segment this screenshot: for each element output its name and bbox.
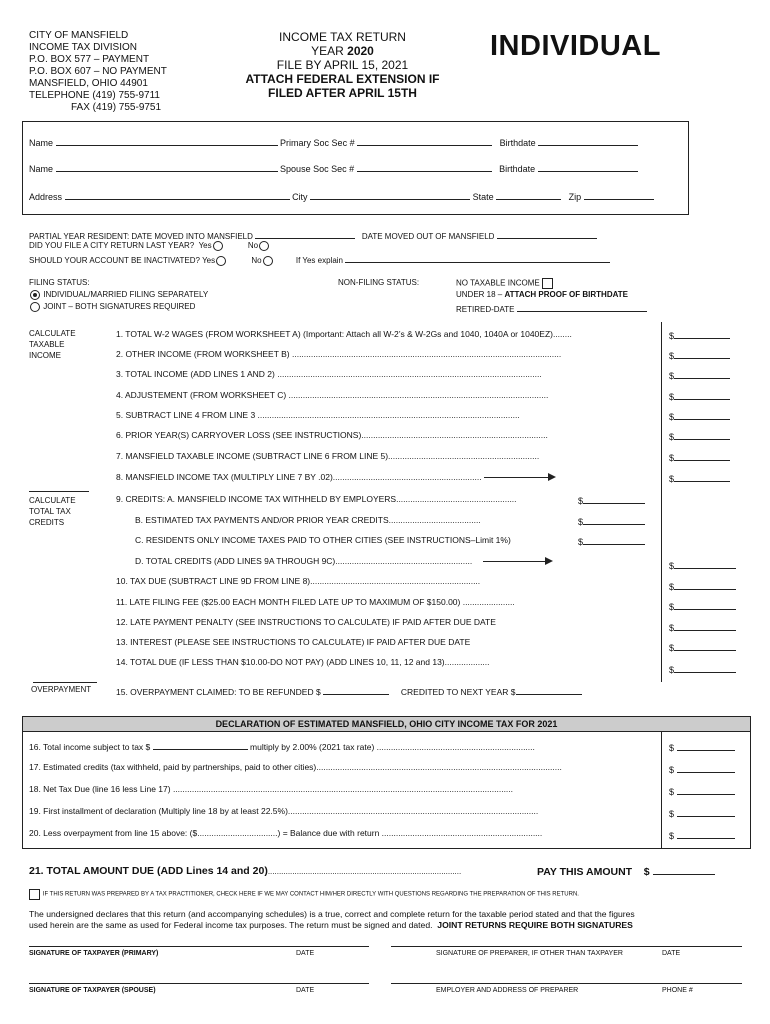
attestation: The undersigned declares that this return (and accompanying schedules) is a true, correct and complete return for the taxable period stated and that the figures used herein are the same as used for Federal income tax purposes. The return must be signed and dated. JOINT RETURNS REQUIRE BOTH SIGNATURES xyxy=(29,909,635,930)
line-8-amount[interactable]: $ xyxy=(669,472,730,484)
zip-input[interactable] xyxy=(584,190,654,200)
line-17-label: 17. Estimated credits (tax withheld, paid by partnerships, paid to other cities)........................................................................................................ xyxy=(29,762,562,772)
line-8-label: 8. MANSFIELD INCOME TAX (MULTIPLY LINE 7 BY .02)............................................................... xyxy=(116,472,554,482)
date-label: DATE xyxy=(662,950,681,957)
extension-note: ATTACH FEDERAL EXTENSION IF xyxy=(245,72,440,86)
form-title: INCOME TAX RETURN xyxy=(279,30,406,44)
line-16-amount[interactable]: $ xyxy=(669,741,735,753)
overpayment-label: OVERPAYMENT xyxy=(31,685,92,694)
agency-address xyxy=(29,30,167,114)
line-12-amount[interactable]: $ xyxy=(669,621,736,633)
line-13-amount[interactable]: $ xyxy=(669,641,736,653)
line-18-amount[interactable]: $ xyxy=(669,785,735,797)
line-1-amount[interactable]: $ xyxy=(669,329,730,341)
tax-year: YEAR 2020 xyxy=(311,44,374,58)
address-line: P.O. BOX 577 – PAYMENT xyxy=(29,54,150,65)
filing-status-label: FILING STATUS: xyxy=(29,278,90,287)
spouse-row: Name Spouse Soc Sec # Birthdate xyxy=(29,162,638,174)
total-due-input[interactable] xyxy=(653,865,715,875)
line-2-amount[interactable]: $ xyxy=(669,349,730,361)
spouse-name-input[interactable] xyxy=(56,162,278,172)
date-label: DATE xyxy=(296,987,315,994)
line-9c-amount[interactable]: $ xyxy=(578,535,645,547)
sig-spouse-label: SIGNATURE OF TAXPAYER (SPOUSE) xyxy=(29,987,156,994)
moved-out-input[interactable] xyxy=(497,229,597,239)
line-20-amount[interactable]: $ xyxy=(669,829,735,841)
form-type: INDIVIDUAL xyxy=(490,30,661,62)
employer-label: EMPLOYER AND ADDRESS OF PREPARER xyxy=(436,987,579,994)
line-21-label: 21. TOTAL AMOUNT DUE (ADD Lines 14 and 20)....................................................................................... xyxy=(29,865,462,877)
city-return-no-radio[interactable] xyxy=(259,241,269,251)
signature-line[interactable] xyxy=(391,946,742,947)
line-17-amount[interactable]: $ xyxy=(669,763,735,775)
name-input[interactable] xyxy=(56,136,278,146)
calc-credits-label: CALCULATE TOTAL TAX CREDITS xyxy=(29,496,76,527)
line-11-amount[interactable]: $ xyxy=(669,600,736,612)
column-divider xyxy=(661,731,662,849)
signature-line[interactable] xyxy=(391,983,742,984)
pay-this-amount: PAY THIS AMOUNT $ xyxy=(537,865,715,878)
credit-forward-input[interactable] xyxy=(516,685,582,695)
no-taxable-income-option: NO TAXABLE INCOME xyxy=(456,278,553,289)
line-11-label: 11. LATE FILING FEE ($25.00 EACH MONTH FILED LATE UP TO MAXIMUM OF $150.00) ...................... xyxy=(116,597,515,607)
date-label: DATE xyxy=(296,950,315,957)
city-return-row: DID YOU FILE A CITY RETURN LAST YEAR? Yes No xyxy=(29,241,270,251)
line-2-label: 2. OTHER INCOME (FROM WORKSHEET B) .................................................................................................................. xyxy=(116,349,562,359)
line-15-label: 15. OVERPAYMENT CLAIMED: TO BE REFUNDED $ CREDITED TO NEXT YEAR $ xyxy=(116,685,582,697)
line-7-label: 7. MANSFIELD TAXABLE INCOME (SUBTRACT LINE 6 FROM LINE 5)................................................................ xyxy=(116,451,540,461)
line-14-amount[interactable]: $ xyxy=(669,663,736,675)
arrow-icon xyxy=(483,561,551,562)
inactivate-row: SHOULD YOUR ACCOUNT BE INACTIVATED? Yes No If Yes explain xyxy=(29,253,610,266)
spouse-ssn-input[interactable] xyxy=(357,162,492,172)
address-input[interactable] xyxy=(65,190,290,200)
line-19-amount[interactable]: $ xyxy=(669,807,735,819)
line-9c-label: C. RESIDENTS ONLY INCOME TAXES PAID TO OTHER CITIES (SEE INSTRUCTIONS–Limit 1%) xyxy=(135,535,511,545)
address-line: MANSFIELD, OHIO 44901 xyxy=(29,78,148,89)
phone-label: PHONE # xyxy=(662,987,693,994)
line-20-label: 20. Less overpayment from line 15 above: ($..................................) = Balance due with return .................................................................... xyxy=(29,828,543,838)
line-3-label: 3. TOTAL INCOME (ADD LINES 1 AND 2) ................................................................................................................ xyxy=(116,369,542,379)
column-divider xyxy=(661,322,662,682)
line-18-label: 18. Net Tax Due (line 16 less Line 17) ................................................................................................................................................ xyxy=(29,784,514,794)
retired-option: RETIRED-DATE xyxy=(456,302,647,314)
divider xyxy=(29,491,89,492)
declaration-title: DECLARATION OF ESTIMATED MANSFIELD, OHIO CITY INCOME TAX FOR 2021 xyxy=(22,716,751,732)
line-1-label: 1. TOTAL W-2 WAGES (FROM WORKSHEET A) (Important: Attach all W-2’s & W-2Gs and 1040, 1040A or 1040EZ)........ xyxy=(116,329,572,339)
address-row: Address City State Zip xyxy=(29,190,654,202)
practitioner-row: IF THIS RETURN WAS PREPARED BY A TAX PRACTITIONER, CHECK HERE IF WE MAY CONTACT HIM/HER DIRECTLY WITH QUESTIONS REGARDING THE PREPARATION OF THIS RETURN. xyxy=(29,889,579,900)
signature-line[interactable] xyxy=(29,983,369,984)
line-16-label: 16. Total income subject to tax $ multiply by 2.00% (2021 tax rate) ................................................................... xyxy=(29,742,535,752)
address-line: P.O. BOX 607 – NO PAYMENT xyxy=(29,66,167,77)
address-line: TELEPHONE (419) 755-9711 xyxy=(29,90,160,101)
line-19-label: 19. First installment of declaration (Multiply line 18 by at least 22.5%).......................................................................................................... xyxy=(29,806,539,816)
line-9a-label: 9. CREDITS: A. MANSFIELD INCOME TAX WITHHELD BY EMPLOYERS................................................... xyxy=(116,494,517,504)
individual-option: INDIVIDUAL/MARRIED FILING SEPARATELY xyxy=(29,290,208,300)
under-18-option: UNDER 18 – ATTACH PROOF OF BIRTHDATE xyxy=(456,290,629,299)
extension-note: FILED AFTER APRIL 15TH xyxy=(268,86,417,100)
spouse-birthdate-input[interactable] xyxy=(538,162,638,172)
line-9d-label: D. TOTAL CREDITS (ADD LINES 9A THROUGH 9C).......................................................... xyxy=(135,556,551,566)
retired-date-input[interactable] xyxy=(517,302,647,312)
city-return-yes-radio[interactable] xyxy=(213,241,223,251)
address-line: FAX (419) 755-9751 xyxy=(71,102,162,113)
line-5-label: 5. SUBTRACT LINE 4 FROM LINE 3 ............................................................................................................... xyxy=(116,410,520,420)
address-line: INCOME TAX DIVISION xyxy=(29,42,137,53)
line-5-amount[interactable]: $ xyxy=(669,410,730,422)
form-title-block xyxy=(205,30,480,100)
line-6-amount[interactable]: $ xyxy=(669,430,730,442)
line-16-income-input[interactable] xyxy=(153,740,248,750)
explain-input[interactable] xyxy=(345,253,610,263)
non-filing-status-label: NON-FILING STATUS: xyxy=(338,278,420,287)
line-6-label: 6. PRIOR YEAR(S) CARRYOVER LOSS (SEE INSTRUCTIONS)............................................................................... xyxy=(116,430,548,440)
signature-line[interactable] xyxy=(29,946,369,947)
line-3-amount[interactable]: $ xyxy=(669,369,730,381)
line-13-label: 13. INTEREST (PLEASE SEE INSTRUCTIONS TO CALCULATE) IF PAID AFTER DUE DATE xyxy=(116,637,471,647)
line-4-amount[interactable]: $ xyxy=(669,390,730,402)
no-taxable-income-checkbox[interactable] xyxy=(542,278,553,289)
line-7-amount[interactable]: $ xyxy=(669,451,730,463)
state-input[interactable] xyxy=(496,190,561,200)
sig-preparer-label: SIGNATURE OF PREPARER, IF OTHER THAN TAXPAYER xyxy=(436,950,623,957)
file-by: FILE BY APRIL 15, 2021 xyxy=(276,58,409,72)
line-9d-amount[interactable]: $ xyxy=(669,559,736,571)
address-line: CITY OF MANSFIELD xyxy=(29,30,129,41)
line-10-label: 10. TAX DUE (SUBTRACT LINE 9D FROM LINE 8)........................................................................ xyxy=(116,576,481,586)
city-input[interactable] xyxy=(310,190,470,200)
name-row: Name Primary Soc Sec # Birthdate xyxy=(29,136,638,148)
sig-primary-label: SIGNATURE OF TAXPAYER (PRIMARY) xyxy=(29,950,159,957)
inactivate-yes-radio[interactable] xyxy=(216,256,226,266)
line-9b-label: B. ESTIMATED TAX PAYMENTS AND/OR PRIOR YEAR CREDITS....................................... xyxy=(135,515,481,525)
line-12-label: 12. LATE PAYMENT PENALTY (SEE INSTRUCTIONS TO CALCULATE) IF PAID AFTER DUE DATE xyxy=(116,617,496,627)
partial-year-row: PARTIAL YEAR RESIDENT: DATE MOVED INTO MANSFIELD DATE MOVED OUT OF MANSFIELD xyxy=(29,229,597,241)
calc-income-label: CALCULATE TAXABLE INCOME xyxy=(29,329,76,360)
refund-amount-input[interactable] xyxy=(323,685,389,695)
joint-radio[interactable] xyxy=(30,302,40,312)
line-9b-amount[interactable]: $ xyxy=(578,515,645,527)
line-4-label: 4. ADJUSTEMENT (FROM WORKSHEET C) .............................................................................................................. xyxy=(116,390,549,400)
individual-radio[interactable] xyxy=(30,290,40,300)
line-14-label: 14. TOTAL DUE (IF LESS THAN $10.00-DO NOT PAY) (ADD LINES 10, 11, 12 and 13)................... xyxy=(116,657,490,667)
primary-ssn-input[interactable] xyxy=(357,136,492,146)
inactivate-no-radio[interactable] xyxy=(263,256,273,266)
divider xyxy=(33,682,97,683)
joint-option: JOINT – BOTH SIGNATURES REQUIRED xyxy=(29,302,195,312)
line-9a-amount[interactable]: $ xyxy=(578,494,645,506)
primary-birthdate-input[interactable] xyxy=(538,136,638,146)
practitioner-checkbox[interactable] xyxy=(29,889,40,900)
moved-in-input[interactable] xyxy=(255,229,355,239)
arrow-icon xyxy=(484,477,554,478)
line-10-amount[interactable]: $ xyxy=(669,580,736,592)
